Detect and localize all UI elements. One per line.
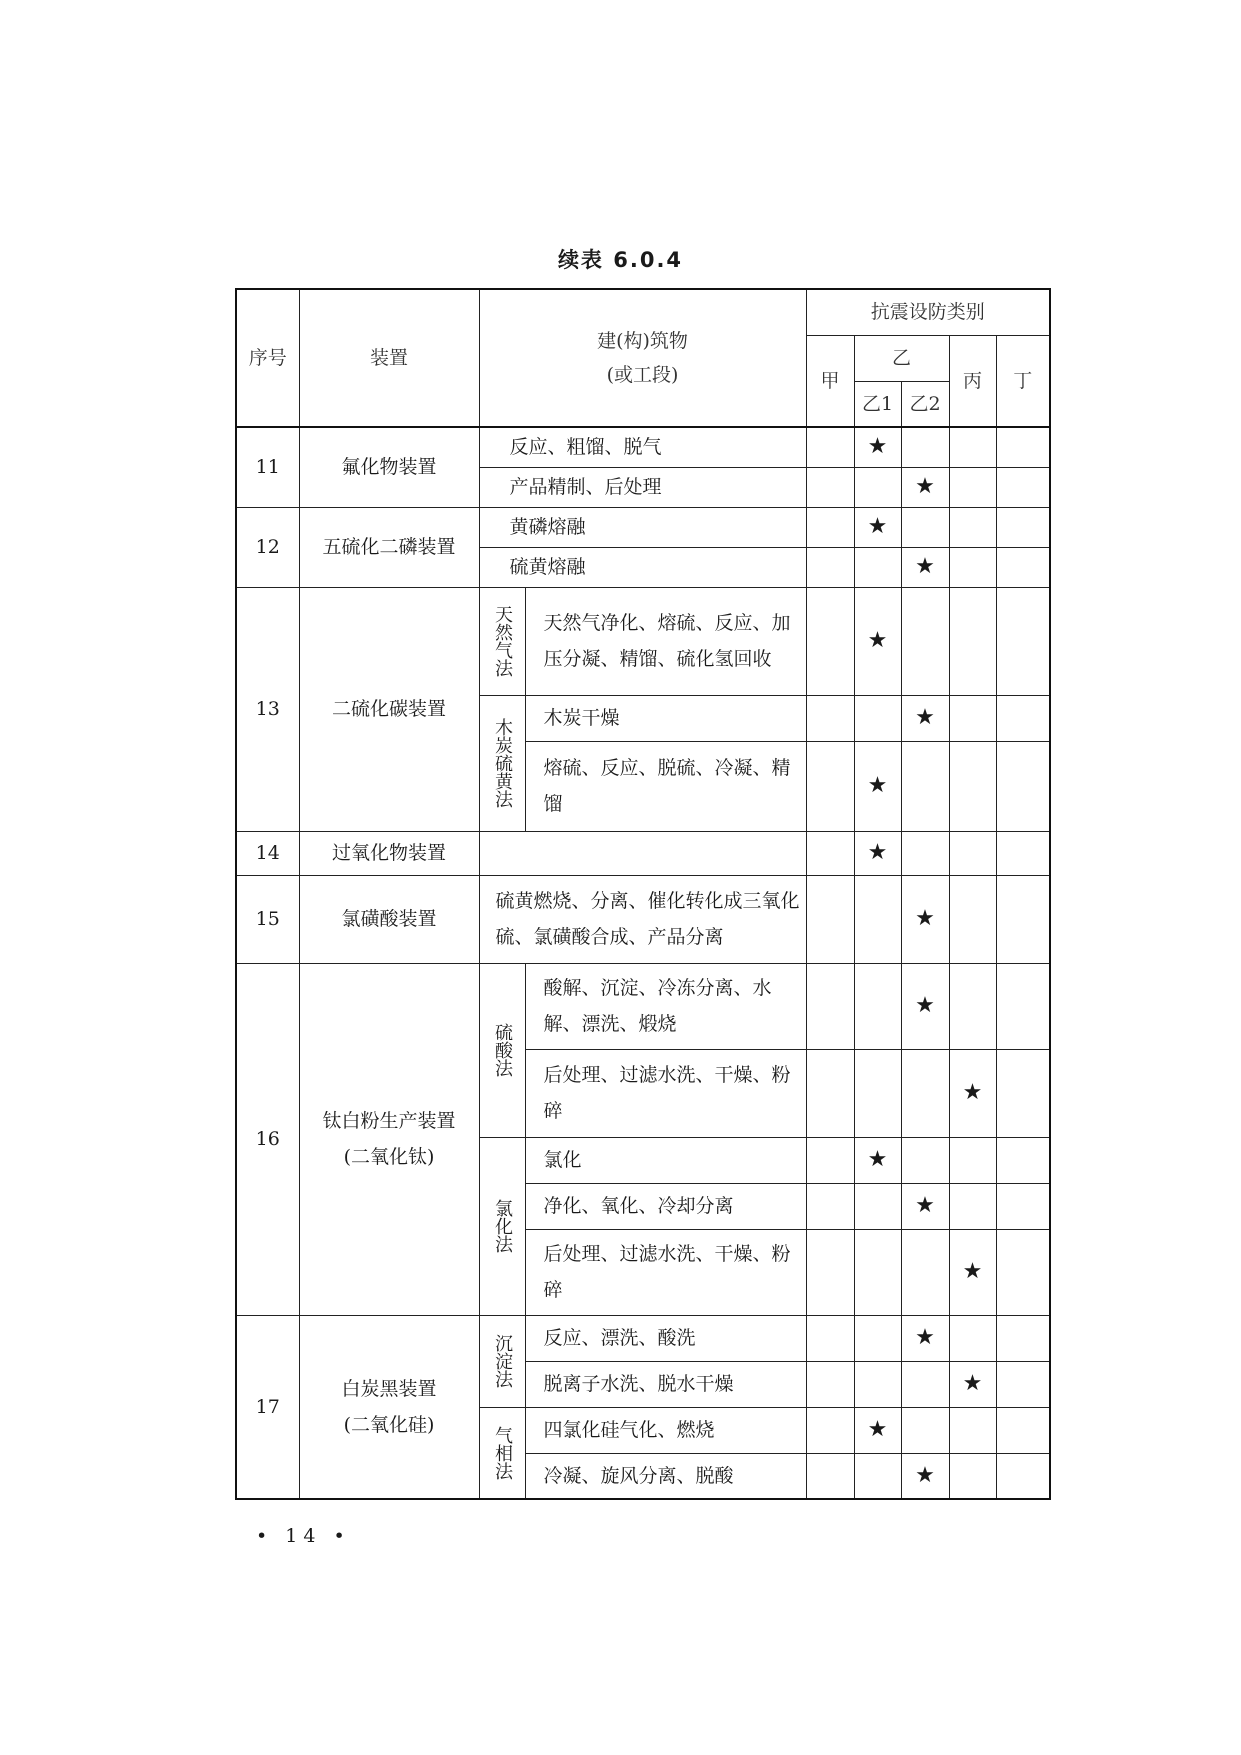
row17-device-line2: (二氧化硅): [343, 1413, 435, 1436]
row17-seq: 17: [236, 1315, 299, 1499]
row17-method2: 气相法: [479, 1407, 525, 1499]
row14-seq: 14: [236, 831, 299, 875]
header-yi: 乙: [854, 335, 949, 381]
row16-device-line1: 钛白粉生产装置: [322, 1110, 456, 1132]
row11-device: 氟化物装置: [299, 427, 479, 507]
star-mark: ★: [901, 695, 949, 741]
star-mark: ★: [854, 587, 901, 695]
star-mark: ★: [901, 467, 949, 507]
row16-device: [299, 963, 479, 1315]
row13-method1-stage: 天然气净化、熔硫、反应、加压分凝、精馏、硫化氢回收: [525, 587, 806, 695]
star-mark: ★: [901, 547, 949, 587]
header-building: [479, 289, 806, 427]
header-seq: 序号: [236, 289, 299, 427]
star-mark: ★: [901, 875, 949, 963]
header-ding: 丁: [996, 335, 1050, 427]
row17-method2-stage-a: 四氯化硅气化、燃烧: [525, 1407, 806, 1453]
row15-seq: 15: [236, 875, 299, 963]
header-category: 抗震设防类别: [806, 289, 1050, 335]
star-mark: ★: [949, 1229, 996, 1315]
row13-method2-stage-b: 熔硫、反应、脱硫、冷凝、精馏: [525, 741, 806, 831]
star-mark: ★: [901, 1183, 949, 1229]
row17-method2-stage-b: 冷凝、旋风分离、脱酸: [525, 1453, 806, 1499]
row14-device: 过氧化物装置: [299, 831, 479, 875]
star-mark: ★: [949, 1361, 996, 1407]
row16-method1: 硫酸法: [479, 963, 525, 1137]
star-mark: ★: [854, 507, 901, 547]
star-mark: ★: [854, 427, 901, 467]
header-bing: 丙: [949, 335, 996, 427]
header-jia: 甲: [806, 335, 854, 427]
header-yi2: 乙2: [901, 381, 949, 427]
row11-seq: 11: [236, 427, 299, 507]
star-mark: ★: [901, 1453, 949, 1499]
row15-stage: 硫黄燃烧、分离、催化转化成三氧化硫、氯磺酸合成、产品分离: [479, 875, 806, 963]
row11-stage-a: 反应、粗馏、脱气: [479, 427, 806, 467]
row16-device-line2: (二氧化钛): [343, 1146, 435, 1168]
row15-device: 氯磺酸装置: [299, 875, 479, 963]
row17-method1-stage-b: 脱离子水洗、脱水干燥: [525, 1361, 806, 1407]
seismic-category-table: [235, 288, 1051, 1500]
table-title: 续表 6.0.4: [557, 248, 684, 272]
row16-seq: 16: [236, 963, 299, 1315]
row13-seq: 13: [236, 587, 299, 831]
row13-method2: 木炭硫黄法: [479, 695, 525, 831]
row17-method1-stage-a: 反应、漂洗、酸洗: [525, 1315, 806, 1361]
row12-stage-b: 硫黄熔融: [479, 547, 806, 587]
row16-method2: 氯化法: [479, 1137, 525, 1315]
row16-method2-stage-b: 净化、氧化、冷却分离: [525, 1183, 806, 1229]
header-building-line2: (或工段): [606, 364, 679, 386]
star-mark: ★: [854, 741, 901, 831]
row12-seq: 12: [236, 507, 299, 587]
page-number: • 14 •: [256, 1525, 351, 1547]
star-mark: ★: [854, 831, 901, 875]
header-yi1: 乙1: [854, 381, 901, 427]
row16-method1-stage-b: 后处理、过滤水洗、干燥、粉碎: [525, 1049, 806, 1137]
row16-method2-stage-c: 后处理、过滤水洗、干燥、粉碎: [525, 1229, 806, 1315]
row12-stage-a: 黄磷熔融: [479, 507, 806, 547]
row12-device: 五硫化二磷装置: [299, 507, 479, 587]
row16-method2-stage-a: 氯化: [525, 1137, 806, 1183]
row13-method1: 天然气法: [479, 587, 525, 695]
star-mark: ★: [854, 1137, 901, 1183]
row11-stage-b: 产品精制、后处理: [479, 467, 806, 507]
star-mark: ★: [949, 1049, 996, 1137]
header-device: 装置: [299, 289, 479, 427]
row17-method1: 沉淀法: [479, 1315, 525, 1407]
row17-device-line1: 白炭黑装置: [341, 1377, 437, 1400]
star-mark: ★: [901, 1315, 949, 1361]
header-building-line1: 建(构)筑物: [597, 330, 688, 352]
row13-method2-stage-a: 木炭干燥: [525, 695, 806, 741]
row16-method1-stage-a: 酸解、沉淀、冷冻分离、水解、漂洗、煅烧: [525, 963, 806, 1049]
row17-device: [299, 1315, 479, 1499]
star-mark: ★: [854, 1407, 901, 1453]
star-mark: ★: [901, 963, 949, 1049]
row13-device: 二硫化碳装置: [299, 587, 479, 831]
